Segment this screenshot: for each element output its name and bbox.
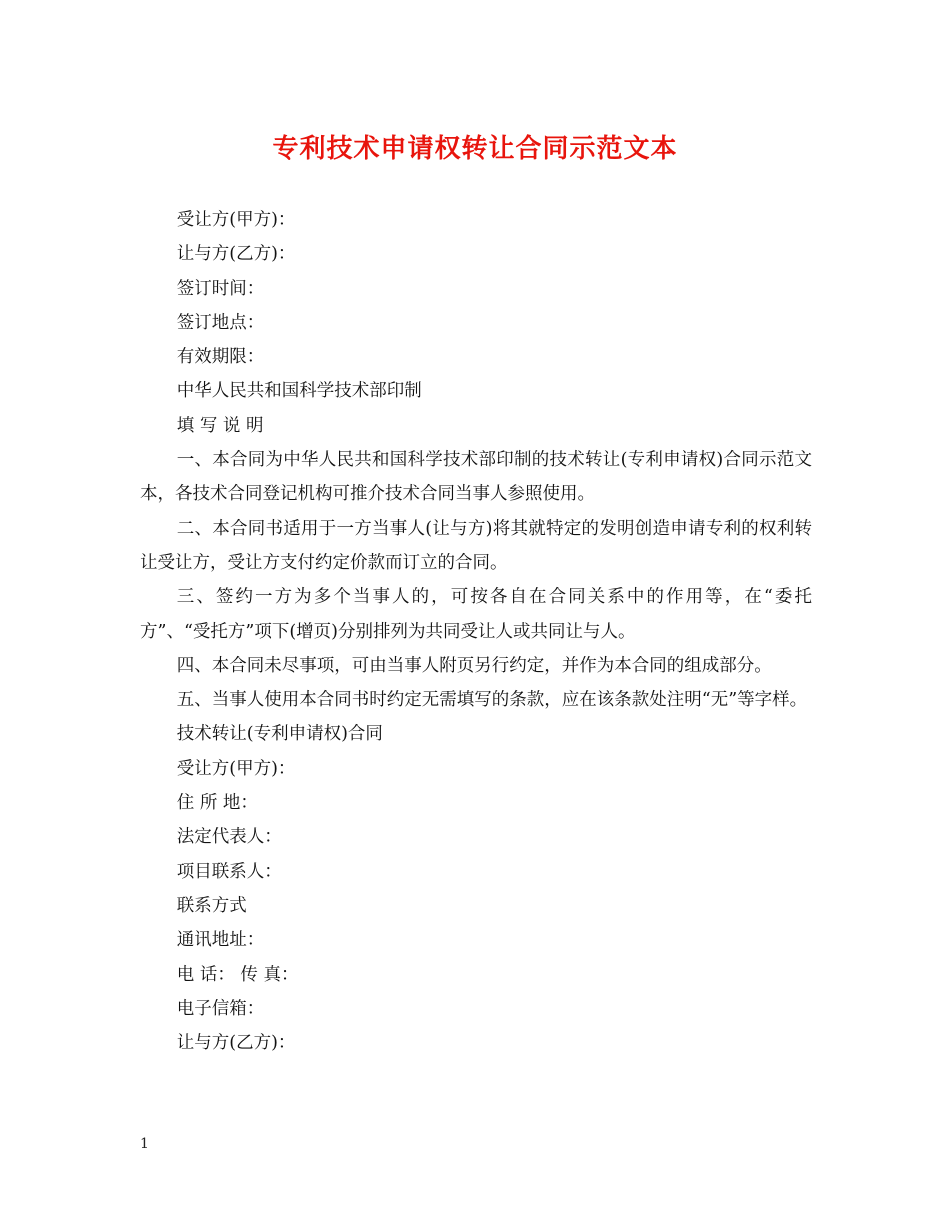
- field-signing-place: 签订地点：: [176, 312, 265, 333]
- field-contact-method: 联系方式: [176, 895, 247, 916]
- field-transferor: 让与方(乙方)：: [176, 244, 296, 265]
- field-email: 电子信箱：: [176, 998, 265, 1019]
- field-address: 住 所 地：: [176, 793, 258, 814]
- instruction-item-2: 二、本合同书适用于一方当事人(让与方)将其就特定的发明创造申请专利的权利转让受让方，受让方支付约定价款而订立的合同。: [140, 518, 812, 573]
- field-signing-time: 签订时间：: [176, 278, 265, 299]
- field-legal-representative: 法定代表人：: [176, 827, 282, 848]
- field-transferee: 受让方(甲方)：: [176, 210, 296, 230]
- contract-heading: 技术转让(专利申请权)合同: [176, 724, 383, 745]
- page-number: 1: [140, 1136, 149, 1152]
- field-transferor-party: 让与方(乙方)：: [176, 1033, 296, 1054]
- instruction-item-1: 一、本合同为中华人民共和国科学技术部印制的技术转让(专利申请权)合同示范文本，各技术合同登记机构可推介技术合同当事人参照使用。: [140, 450, 812, 505]
- document-title: 专利技术申请权转让合同示范文本: [272, 134, 678, 164]
- instruction-item-3: 三、签约一方为多个当事人的，可按各自在合同关系中的作用等，在“委托方”、“受托方”项下(增页)分别排列为共同受让人或共同让与人。: [140, 587, 812, 642]
- field-transferee-party: 受让方(甲方)：: [176, 758, 296, 779]
- field-validity-period: 有效期限：: [176, 347, 265, 368]
- instructions-heading: 填 写 说 明: [176, 415, 264, 436]
- publisher-line: 中华人民共和国科学技术部印制: [176, 381, 422, 402]
- field-phone-fax: 电 话： 传 真：: [176, 964, 299, 985]
- document-body: [140, 203, 812, 1060]
- field-mailing-address: 通讯地址：: [176, 930, 265, 951]
- instruction-item-4: 四、本合同未尽事项，可由当事人附页另行约定，并作为本合同的组成部分。: [176, 655, 772, 676]
- instruction-item-5: 五、当事人使用本合同书时约定无需填写的条款，应在该条款处注明“无”等字样。: [176, 690, 808, 711]
- field-project-contact: 项目联系人：: [176, 861, 282, 882]
